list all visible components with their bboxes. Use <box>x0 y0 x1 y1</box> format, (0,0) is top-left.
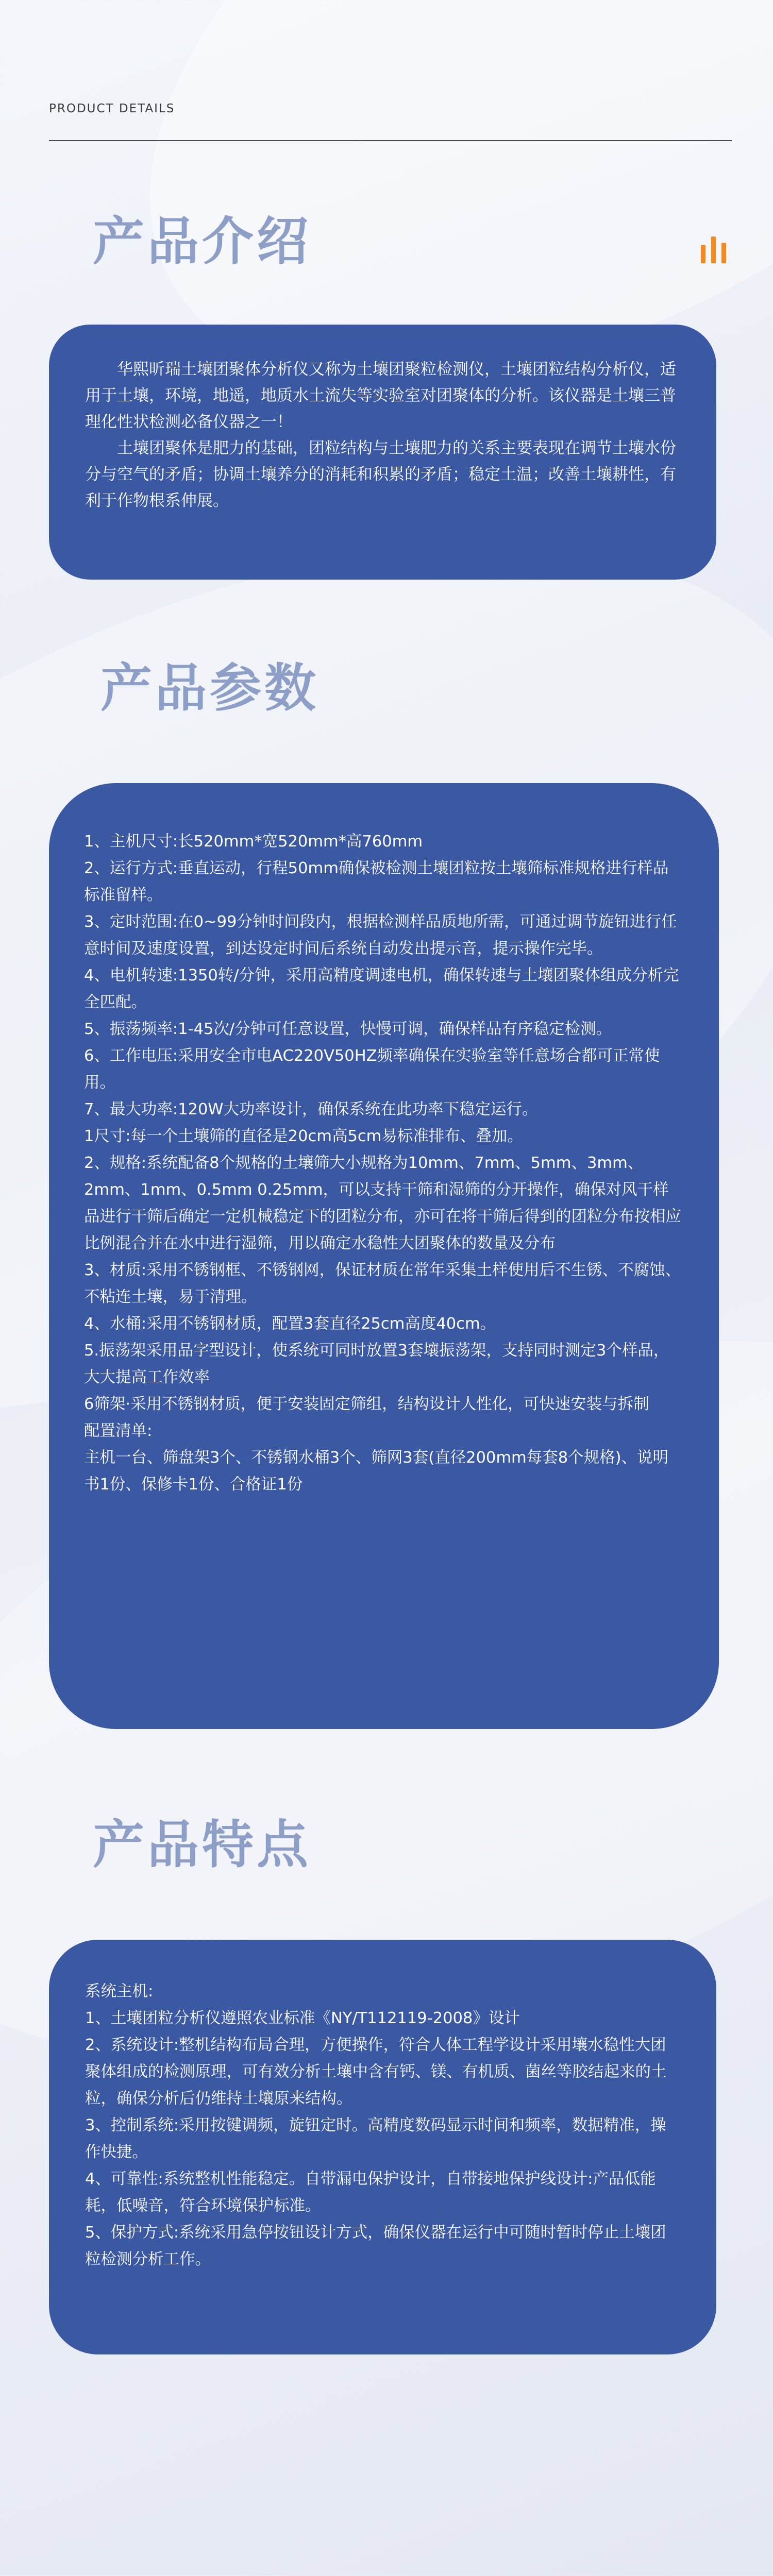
params-card <box>49 783 719 1729</box>
param-line: 2、规格:系统配备8个规格的土壤筛大小规格为10mm、7mm、5mm、3mm、2mm、1mm、0.5mm 0.25mm，可以支持干筛和湿筛的分开操作，确保对风干样品进行干筛后确定一定机械稳定下的团粒分布，亦可在将干筛后得到的团粒分布按相应比例混合并在水中进行湿筛，用以确定水稳性大团聚体的数量及分布 <box>84 1154 681 1252</box>
param-line: 配置清单: <box>84 1422 153 1440</box>
bar-chart-icon <box>701 234 727 263</box>
param-line: 主机一台、筛盘架3个、不锈钢水桶3个、筛网3套(直径200mm每套8个规格)、说明书1份、保修卡1份、合格证1份 <box>84 1449 669 1494</box>
param-line: 4、电机转速:1350转/分钟，采用高精度调速电机，确保转速与土壤团聚体组成分析完全匹配。 <box>84 967 679 1011</box>
param-line: 6筛架·采用不锈钢材质，便于安装固定筛组，结构设计人性化，可快速安装与拆制 <box>84 1395 649 1413</box>
feature-line: 系统主机: <box>85 1982 154 2001</box>
section-title-intro: 产品介绍 <box>93 211 311 272</box>
param-line: 3、定时范围:在0~99分钟时间段内，根据检测样品质地所需，可通过调节旋钮进行任意时间及速度设置，到达设定时间后系统自动发出提示音，提示操作完毕。 <box>84 913 677 958</box>
param-line: 5.振荡架采用品字型设计，使系统可同时放置3套壤振荡架，支持同时测定3个样品，大大提高工作效率 <box>84 1342 669 1386</box>
param-line: 1、主机尺寸:长520mm*宽520mm*高760mm <box>84 833 423 851</box>
feature-line: 5、保护方式:系统采用急停按钮设计方式，确保仪器在运行中可随时暂时停止土壤团粒检测分析工作。 <box>85 2224 666 2268</box>
feature-line: 1、土壤团粒分析仪遵照农业标准《NY/T112119-2008》设计 <box>85 2009 520 2027</box>
feature-line: 3、控制系统:采用按键调频，旋钮定时。高精度数码显示时间和频率，数据精准，操作快捷。 <box>85 2116 666 2161</box>
intro-paragraph: 华熙昕瑞土壤团聚体分析仪又称为土壤团聚粒检测仪，土壤团粒结构分析仪，适用于土壤，环境，地遥，地质水土流失等实验室对团聚体的分析。该仪器是土壤三普理化性状检测必备仪器之一！ <box>85 360 676 431</box>
feature-line: 4、可靠性:系统整机性能稳定。自带漏电保护设计，自带接地保护线设计:产品低能耗，低噪音，符合环境保护标准。 <box>85 2170 656 2215</box>
intro-paragraph: 土壤团聚体是肥力的基础，团粒结构与土壤肥力的关系主要表现在调节土壤水份分与空气的矛盾；协调土壤养分的消耗和积累的矛盾；稳定土温；改善土壤耕性，有利于作物根系伸展。 <box>85 439 676 510</box>
param-line: 4、水桶:采用不锈钢材质，配置3套直径25cm高度40cm。 <box>84 1315 496 1333</box>
header-label: PRODUCT DETAILS <box>49 102 175 115</box>
header-divider <box>49 140 732 141</box>
param-line: 3、材质:采用不锈钢框、不锈钢网，保证材质在常年采集土样使用后不生锈、不腐蚀、不粘连土壤，易于清理。 <box>84 1261 681 1306</box>
feature-line: 2、系统设计:整机结构布局合理，方便操作，符合人体工程学设计采用壤水稳性大团聚体组成的检测原理，可有效分析土壤中含有钙、镁、有机质、菌丝等胶结起来的土粒，确保分析后仍维持土壤原来结构。 <box>85 2036 667 2108</box>
param-line: 6、工作电压:采用安全市电AC220V50HZ频率确保在实验室等任意场合都可正常使用。 <box>84 1047 660 1092</box>
param-line: 2、运行方式:垂直运动，行程50mm确保被检测土壤团粒按土壤筛标准规格进行样品标准留样。 <box>84 859 669 904</box>
param-line: 7、最大功率:120W大功率设计，确保系统在此功率下稳定运行。 <box>84 1100 538 1118</box>
section-title-params: 产品参数 <box>100 658 319 718</box>
param-line: 1尺寸:每一个土壤筛的直径是20cm高5cm易标准排布、叠加。 <box>84 1127 523 1145</box>
param-line: 5、振荡频率:1-45次/分钟可任意设置，快慢可调，确保样品有序稳定检测。 <box>84 1020 612 1038</box>
features-card <box>49 1940 716 2354</box>
section-title-features: 产品特点 <box>93 1815 311 1875</box>
intro-card <box>49 325 716 580</box>
